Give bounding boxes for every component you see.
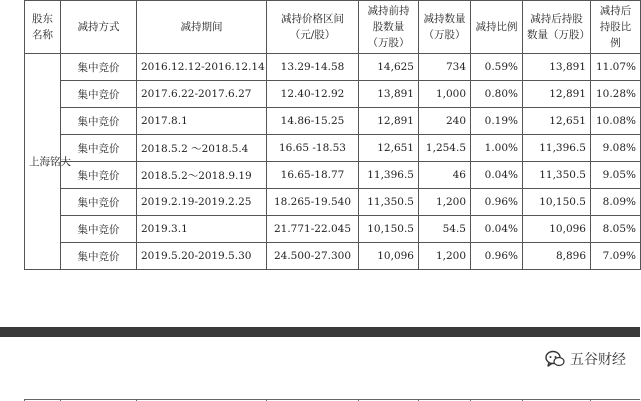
reduce-shares-cell: 734 [419,54,471,81]
post-shares-cell: 12,651 [523,108,591,135]
price-range-cell: 21.771-22.045 [267,216,359,243]
post-ratio-cell: 8.09% [591,189,641,216]
pre-shares-cell: 11,350.5 [359,189,419,216]
method-cell: 集中竞价 [61,108,137,135]
post-shares-cell: 10,096 [523,216,591,243]
price-range-cell: 16.65-18.77 [267,162,359,189]
reduce-shares-cell: 1,200 [419,243,471,270]
document-page-bottom [0,337,640,401]
post-shares-cell: 8,896 [523,243,591,270]
post-ratio-cell: 8.05% [591,216,641,243]
reduce-shares-cell: 1,254.5 [419,135,471,162]
pre-shares-cell: 13,891 [359,81,419,108]
pre-shares-cell: 12,651 [359,135,419,162]
header-price-range: 减持价格区间（元/股） [267,1,359,54]
header-pre-shares: 减持前持股数量（万股） [359,1,419,54]
reduce-ratio-cell: 0.59% [471,54,523,81]
post-ratio-cell: 11.07% [591,54,641,81]
header-post-ratio: 减持后持股比例 [591,1,641,54]
method-cell: 集中竞价 [61,189,137,216]
reduce-ratio-cell: 0.80% [471,81,523,108]
period-cell: 2018.5.2～2018.9.19 [137,162,267,189]
reduce-shares-cell: 1,000 [419,81,471,108]
pre-shares-cell: 10,150.5 [359,216,419,243]
post-ratio-cell: 9.08% [591,135,641,162]
method-cell: 集中竞价 [61,243,137,270]
post-shares-cell: 10,150.5 [523,189,591,216]
reduce-shares-cell: 1,200 [419,189,471,216]
header-post-shares: 减持后持股数量（万股） [523,1,591,54]
method-cell: 集中竞价 [61,216,137,243]
source-watermark [545,349,626,369]
header-reduce-shares: 减持数量（万股） [419,1,471,54]
reduce-shares-cell: 240 [419,108,471,135]
pre-shares-cell: 10,096 [359,243,419,270]
post-shares-cell: 12,891 [523,81,591,108]
reduce-ratio-cell: 0.96% [471,189,523,216]
period-cell: 2019.5.20-2019.5.30 [137,243,267,270]
post-shares-cell: 13,891 [523,54,591,81]
reduce-ratio-cell: 0.04% [471,216,523,243]
price-range-cell: 24.500-27.300 [267,243,359,270]
reduce-ratio-cell: 1.00% [471,135,523,162]
table-header-row [25,1,641,54]
table-row [25,162,641,189]
price-range-cell: 13.29-14.58 [267,54,359,81]
table-row [25,54,641,81]
table-row [25,189,641,216]
reduce-ratio-cell: 0.04% [471,162,523,189]
table-row [25,216,641,243]
table-top-rule [24,399,640,400]
post-ratio-cell: 9.05% [591,162,641,189]
period-cell: 2017.6.22-2017.6.27 [137,81,267,108]
header-reduce-ratio: 减持比例 [471,1,523,54]
reduce-ratio-cell: 0.19% [471,108,523,135]
table-row [25,108,641,135]
method-cell: 集中竞价 [61,162,137,189]
table-row [25,243,641,270]
period-cell: 2019.3.1 [137,216,267,243]
price-range-cell: 18.265-19.540 [267,189,359,216]
wechat-bubble-icon [545,350,565,368]
post-shares-cell: 11,396.5 [523,135,591,162]
table-row [25,135,641,162]
pre-shares-cell: 12,891 [359,108,419,135]
header-method: 减持方式 [61,1,137,54]
period-cell: 2017.8.1 [137,108,267,135]
page-break-band [0,327,640,337]
price-range-cell: 16.65 -18.53 [267,135,359,162]
period-cell: 2018.5.2 ～2018.5.4 [137,135,267,162]
pre-shares-cell: 11,396.5 [359,162,419,189]
holder-name-cell: 上海铭大 [25,54,61,270]
reduce-shares-cell: 54.5 [419,216,471,243]
header-holder: 股东名称 [25,1,61,54]
method-cell: 集中竞价 [61,54,137,81]
post-ratio-cell: 10.08% [591,108,641,135]
reduce-ratio-cell: 0.96% [471,243,523,270]
period-cell: 2019.2.19-2019.2.25 [137,189,267,216]
post-ratio-cell: 7.09% [591,243,641,270]
post-ratio-cell: 10.28% [591,81,641,108]
price-range-cell: 14.86-15.25 [267,108,359,135]
watermark-text: 五谷财经 [570,352,626,368]
price-range-cell: 12.40-12.92 [267,81,359,108]
post-shares-cell: 11,350.5 [523,162,591,189]
method-cell: 集中竞价 [61,81,137,108]
reduce-shares-cell: 46 [419,162,471,189]
period-cell: 2016.12.12-2016.12.14 [137,54,267,81]
method-cell: 集中竞价 [61,135,137,162]
share-reduction-table [24,0,641,270]
table-row [25,81,641,108]
header-period: 减持期间 [137,1,267,54]
pre-shares-cell: 14,625 [359,54,419,81]
